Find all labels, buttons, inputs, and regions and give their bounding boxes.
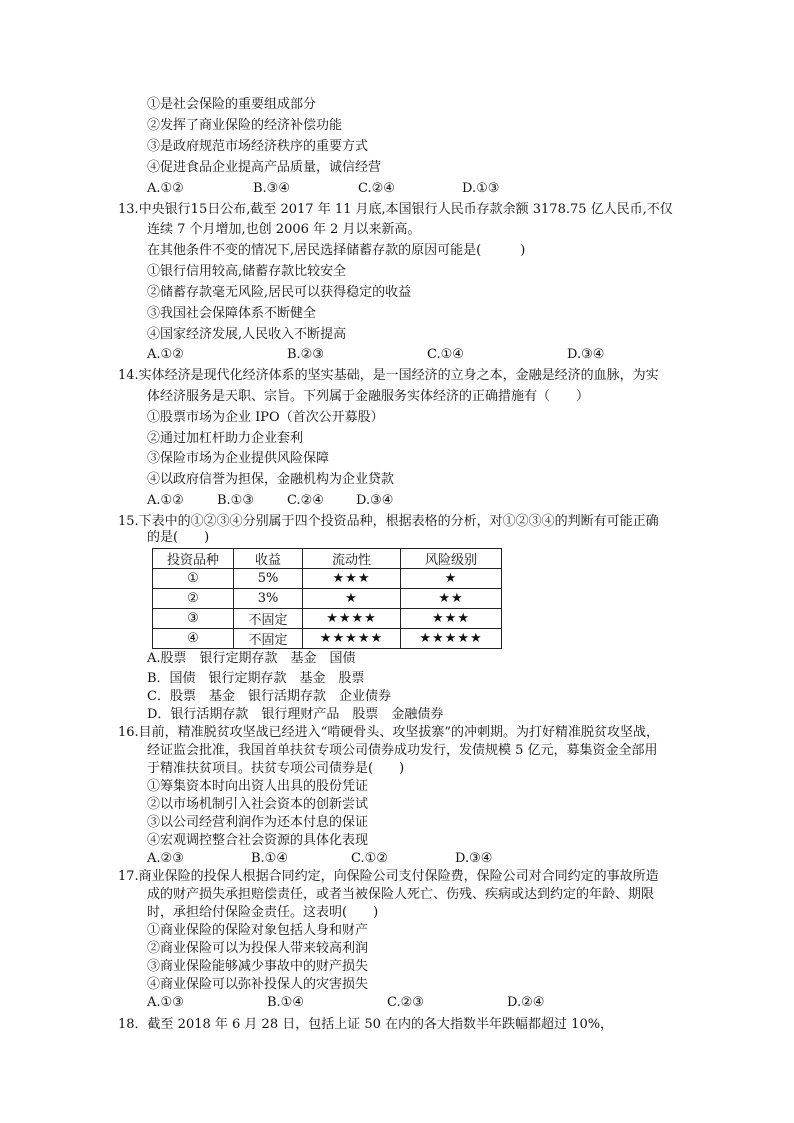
q12-statement: ③是政府规范市场经济秩序的重要方式	[147, 139, 369, 154]
liquidity-stars: ★★★★	[303, 609, 401, 629]
q15-stem: 15.下表中的①②③④分别属于四个投资品种，根据表格的分析，对①②③④的判断有可能正确	[118, 514, 659, 529]
q17-statement: ①商业保险的保险对象包括人身和财产	[147, 923, 369, 938]
q16-stem: 经证监会批准，我国首单扶贫专项公司债券成功发行，发债规模 5 亿元，募集资金全部用	[147, 743, 658, 758]
option-c[interactable]: C.②④	[287, 493, 324, 508]
q18-stem: 18．截至 2018 年 6 月 28 日，包括上证 50 在内的各大指数半年跌幅都超过 10%，	[118, 1017, 614, 1032]
table-row	[153, 569, 502, 589]
q17-statement: ④商业保险可以弥补投保人的灾害损失	[147, 977, 369, 992]
table-cell: 不固定	[234, 609, 303, 629]
q16-stem: 16.目前，精准脱贫攻坚战已经进入“啃硬骨头、攻坚拔寨”的冲刺期。为打好精准脱贫攻坚战，	[118, 725, 659, 740]
q13-stem: 13.中央银行15日公布,截至 2017 年 11 月底,本国银行人民币存款余额 3178.75 亿人民币,不仅	[118, 202, 673, 217]
q14-statement: ①股票市场为企业 IPO（首次公开募股）	[147, 410, 384, 425]
q17-statement: ②商业保险可以为投保人带来较高利润	[147, 941, 369, 956]
option-a[interactable]: A.①③	[147, 995, 184, 1010]
q15-option-c[interactable]: C．股票 基金 银行活期存款 企业债券	[147, 689, 391, 704]
option-c[interactable]: C.②④	[358, 181, 395, 196]
q13-statement: ①银行信用较高,储蓄存款比较安全	[147, 264, 347, 279]
q15-option-d[interactable]: D．银行活期存款 银行理财产品 股票 金融债券	[147, 707, 444, 722]
q13-statement: ③我国社会保障体系不断健全	[147, 306, 317, 321]
option-b[interactable]: B.①④	[251, 851, 288, 866]
q13-statement: ④国家经济发展,人民收入不断提高	[147, 327, 347, 342]
q17-stem: 时，承担给付保险金责任。这表明( )	[147, 905, 379, 920]
q16-statement: ①筹集资本时向出资人出具的股份凭证	[147, 779, 369, 794]
q16-statement: ④宏观调控整合社会资源的具体化表现	[147, 833, 369, 848]
option-d[interactable]: D.②④	[507, 995, 545, 1010]
option-b[interactable]: B.①④	[267, 995, 304, 1010]
table-cell: ②	[153, 589, 234, 609]
q16-stem: 于精准扶贫项目。扶贫专项公司债券是( )	[147, 761, 405, 776]
table-header: 风险级别	[401, 549, 502, 569]
table-cell: 3%	[234, 589, 303, 609]
option-a[interactable]: A.②③	[147, 851, 184, 866]
option-d[interactable]: D.③④	[356, 493, 394, 508]
q15-option-a[interactable]: A.股票 银行定期存款 基金 国债	[147, 651, 356, 666]
option-d[interactable]: D.①③	[462, 181, 500, 196]
table-cell: 5%	[234, 569, 303, 589]
q13-stem: 在其他条件不变的情况下,居民选择储蓄存款的原因可能是( )	[147, 243, 526, 258]
table-header: 流动性	[303, 549, 401, 569]
q14-statement: ④以政府信誉为担保，金融机构为企业贷款	[147, 472, 395, 487]
table-cell: ③	[153, 609, 234, 629]
option-b[interactable]: B.②③	[287, 347, 324, 362]
option-c[interactable]: C.②③	[387, 995, 424, 1010]
risk-stars: ★★★★★	[401, 629, 502, 649]
q12-statement: ①是社会保险的重要组成部分	[147, 97, 317, 112]
option-a[interactable]: A.①②	[147, 493, 184, 508]
liquidity-stars: ★★★	[303, 569, 401, 589]
table-header-row	[153, 549, 502, 569]
q17-stem: 成的财产损失承担赔偿责任，或者当被保险人死亡、伤残、疾病或达到约定的年龄、期限	[147, 887, 655, 902]
risk-stars: ★★	[401, 589, 502, 609]
option-a[interactable]: A.①②	[147, 181, 184, 196]
table-row	[153, 629, 502, 649]
q12-statement: ②发挥了商业保险的经济补偿功能	[147, 118, 343, 133]
q16-statement: ②以市场机制引入社会资本的创新尝试	[147, 797, 369, 812]
option-b[interactable]: B.①③	[217, 493, 254, 508]
liquidity-stars: ★★★★★	[303, 629, 401, 649]
q14-statement: ②通过加杠杆助力企业套利	[147, 431, 304, 446]
table-header: 收益	[234, 549, 303, 569]
option-a[interactable]: A.①②	[147, 347, 184, 362]
q14-stem: 体经济服务是天职、宗旨。下列属于金融服务实体经济的正确措施有（ ）	[147, 389, 590, 404]
risk-stars: ★★★	[401, 609, 502, 629]
q17-statement: ③商业保险能够减少事故中的财产损失	[147, 959, 369, 974]
option-d[interactable]: D.③④	[567, 347, 605, 362]
table-cell: ④	[153, 629, 234, 649]
q17-stem: 17.商业保险的投保人根据合同约定，向保险公司支付保险费，保险公司对合同约定的事故所造	[118, 869, 659, 884]
q15-stem: 的是( )	[147, 530, 210, 545]
table-cell: ①	[153, 569, 234, 589]
table-header: 投资品种	[153, 549, 234, 569]
q16-statement: ③以公司经营利润作为还本付息的保证	[147, 815, 369, 830]
investment-table	[152, 548, 502, 649]
option-b[interactable]: B.③④	[253, 181, 290, 196]
risk-stars: ★	[401, 569, 502, 589]
liquidity-stars: ★	[303, 589, 401, 609]
option-c[interactable]: C.①②	[351, 851, 388, 866]
table-row	[153, 589, 502, 609]
table-cell: 不固定	[234, 629, 303, 649]
q13-stem: 连续 7 个月增加,也创 2006 年 2 月以来新高。	[147, 222, 421, 237]
q14-statement: ③保险市场为企业提供风险保障	[147, 451, 330, 466]
option-d[interactable]: D.③④	[455, 851, 493, 866]
q14-stem: 14.实体经济是现代化经济体系的坚实基础，是一国经济的立身之本，金融是经济的血脉，为实	[118, 368, 659, 383]
table-row	[153, 609, 502, 629]
q15-option-b[interactable]: B．国债 银行定期存款 基金 股票	[147, 671, 365, 686]
q12-statement: ④促进食品企业提高产品质量，诚信经营	[147, 160, 382, 175]
q13-statement: ②储蓄存款毫无风险,居民可以获得稳定的收益	[147, 285, 412, 300]
option-c[interactable]: C.①④	[427, 347, 464, 362]
